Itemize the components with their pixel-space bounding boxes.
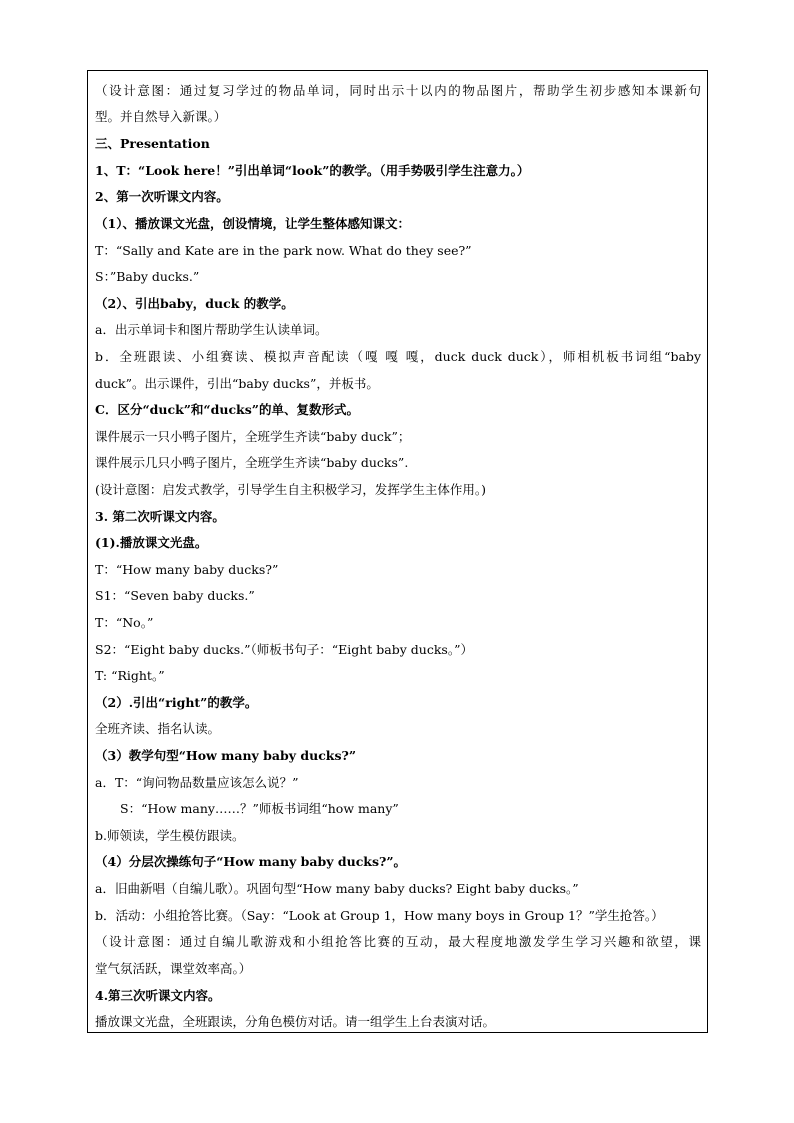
text-line: （1）、播放课文光盘，创设情境，让学生整体感知课文： bbox=[95, 216, 410, 231]
text-line: （2）.引出“right”的教学。 bbox=[95, 695, 258, 710]
text-line: T：“No。” bbox=[95, 615, 154, 630]
text-line: a．出示单词卡和图片帮助学生认读单词。 bbox=[95, 322, 328, 337]
text-line: 1、T：“Look here！”引出单词“look”的教学。（用手势吸引学生注意力。） bbox=[95, 163, 530, 178]
text-line: 堂气氛活跃，课堂效率高。） bbox=[95, 961, 252, 976]
text-line: b．全班跟读、小组赛读、模拟声音配读（嘎 嘎 嘎，duck duck duck），师相机板书词组“baby bbox=[95, 349, 701, 364]
text-line: 型。并自然导入新课。） bbox=[95, 109, 227, 124]
text-line: （设计意图：通过复习学过的物品单词，同时出示十以内的物品图片，帮助学生初步感知本课新句 bbox=[95, 83, 701, 98]
text-line: a．T：“询问物品数量应该怎么说？” bbox=[95, 775, 299, 790]
text-line: (1).播放课文光盘。 bbox=[95, 535, 208, 550]
text-line: S：“How many……？”师板书词组“how many” bbox=[120, 801, 399, 816]
text-line: S：”Baby ducks.” bbox=[95, 269, 200, 284]
text-line: C．区分“duck”和“ducks”的单、复数形式。 bbox=[95, 402, 359, 417]
text-line: 2、第一次听课文内容。 bbox=[95, 189, 229, 204]
text-line: b.师领读，学生模仿跟读。 bbox=[95, 828, 245, 843]
text-line: a．旧曲新唱（自编儿歌）。巩固句型“How many baby ducks? Eight baby ducks。” bbox=[95, 881, 579, 896]
text-line: 课件展示几只小鸭子图片，全班学生齐读“baby ducks”. bbox=[95, 455, 409, 470]
lesson-plan-table-cell bbox=[87, 70, 708, 1033]
text-line: (设计意图：启发式教学，引导学生自主积极学习，发挥学生主体作用。) bbox=[95, 482, 487, 497]
text-line: T：“Sally and Kate are in the park now. What do they see?” bbox=[95, 243, 472, 258]
text-line: b．活动：小组抢答比赛。（Say：“Look at Group 1，How many boys in Group 1？”学生抢答。） bbox=[95, 908, 664, 923]
text-line: 三、Presentation bbox=[95, 136, 210, 151]
text-line: （设计意图：通过自编儿歌游戏和小组抢答比赛的互动，最大程度地激发学生学习兴趣和欲望，课 bbox=[95, 934, 701, 949]
text-line: S1：“Seven baby ducks.” bbox=[95, 588, 255, 603]
text-line: （2）、引出baby，duck 的教学。 bbox=[95, 296, 294, 311]
text-line: T：“How many baby ducks?” bbox=[95, 562, 279, 577]
text-line: S2：“Eight baby ducks.”（师板书句子：“Eight baby ducks。”） bbox=[95, 642, 473, 657]
text-line: 全班齐读、指名认读。 bbox=[95, 721, 221, 736]
text-line: 4.第三次听课文内容。 bbox=[95, 988, 221, 1003]
text-line: 播放课文光盘，全班跟读，分角色模仿对话。请一组学生上台表演对话。 bbox=[95, 1014, 496, 1029]
text-line: 3. 第二次听课文内容。 bbox=[95, 509, 225, 524]
text-line: 课件展示一只小鸭子图片，全班学生齐读“baby duck”； bbox=[95, 429, 411, 444]
text-line: duck”。出示课件，引出“baby ducks”，并板书。 bbox=[95, 376, 379, 391]
text-line: T: “Right。” bbox=[95, 668, 165, 683]
text-line: （4）分层次操练句子“How many baby ducks?”。 bbox=[95, 854, 407, 869]
text-line: （3）教学句型“How many baby ducks?” bbox=[95, 748, 357, 763]
